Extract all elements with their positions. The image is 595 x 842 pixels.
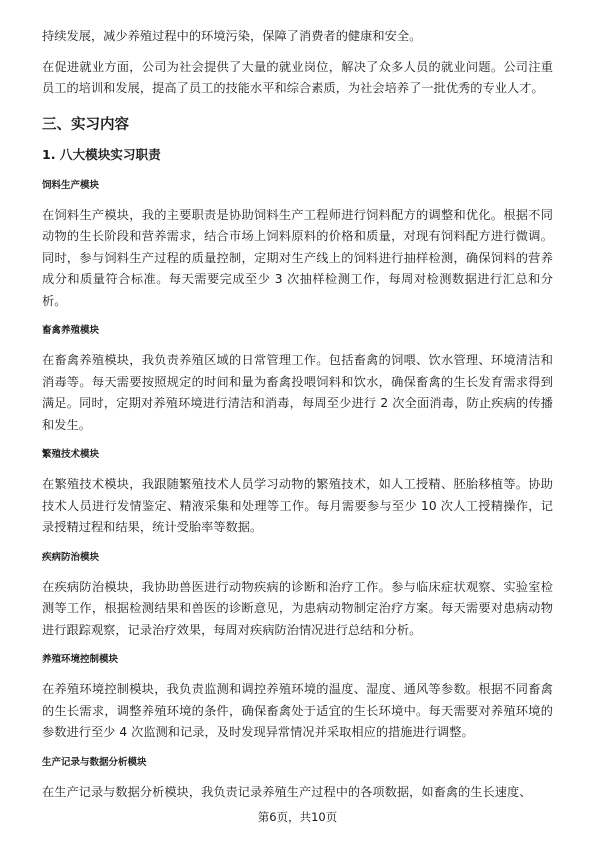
intro-paragraph-2: 在促进就业方面，公司为社会提供了大量的就业岗位，解决了众多人员的就业问题。公司注重员工的培训和发展，提高了员工的技能水平和综合素质，为社会培养了一批优秀的专业人才。 [42, 59, 553, 95]
module-paragraph: 在疾病防治模块，我协助兽医进行动物疾病的诊断和治疗工作。参与临床症状观察、实验室检测等工作，根据检测结果和兽医的诊断意见，为患病动物制定治疗方案。每天需要对患病动物进行跟踪观察，记录治疗效果，每周对疾病防治情况进行总结和分析。 [42, 579, 553, 637]
section-heading: 三、实习内容 [42, 116, 129, 133]
subsection-heading: 1. 八大模块实习职责 [42, 146, 161, 162]
page-number-footer: 第6页，共10页 [257, 810, 338, 824]
module-paragraph: 在养殖环境控制模块，我负责监测和调控养殖环境的温度、湿度、通风等参数。根据不同畜禽的生长需求，调整养殖环境的条件，确保畜禽处于适宜的生长环境中。每天需要对养殖环境的参数进行至少 4 次监测和记录，及时发现异常情况并采取相应的措施进行调整。 [42, 682, 553, 739]
module-heading: 畜禽养殖模块 [42, 325, 100, 336]
intro-paragraph-1: 持续发展，减少养殖过程中的环境污染，保障了消费者的健康和安全。 [42, 29, 422, 43]
module-heading: 养殖环境控制模块 [42, 654, 119, 665]
module-heading: 疾病防治模块 [42, 551, 100, 563]
module-paragraph: 在生产记录与数据分析模块，我负责记录养殖生产过程中的各项数据，如畜禽的生长速度、 [42, 784, 532, 799]
document-page [42, 26, 553, 803]
module-paragraph: 在繁殖技术模块，我跟随繁殖技术人员学习动物的繁殖技术，如人工授精、胚胎移植等。协助技术人员进行发情鉴定、精液采集和处理等工作。每月需要参与至少 10 次人工授精操作，记录授精过程和结果，统计受胎率等数据。 [42, 477, 553, 534]
module-paragraph: 在畜禽养殖模块，我负责养殖区域的日常管理工作。包括畜禽的饲喂、饮水管理、环境清洁和消毒等。每天需要按照规定的时间和量为畜禽投喂饲料和饮水，确保畜禽的生长发育需求得到满足。同时，定期对养殖环境进行清洁和消毒，每周至少进行 2 次全面消毒，防止疾病的传播和发生。 [42, 353, 553, 432]
module-paragraph: 在饲料生产模块，我的主要职责是协助饲料生产工程师进行饲料配方的调整和优化。根据不同动物的生长阶段和营养需求，结合市场上饲料原料的价格和质量，对现有饲料配方进行微调。同时，参与饲料生产过程的质量控制，定期对生产线上的饲料进行抽样检测，确保饲料的营养成分和质量符合标准。每天需要完成至少 3 次抽样检测工作，每周对检测数据进行汇总和分析。 [42, 207, 553, 308]
module-heading: 生产记录与数据分析模块 [42, 756, 147, 768]
module-heading: 繁殖技术模块 [42, 449, 100, 460]
module-heading: 饲料生产模块 [42, 179, 100, 191]
